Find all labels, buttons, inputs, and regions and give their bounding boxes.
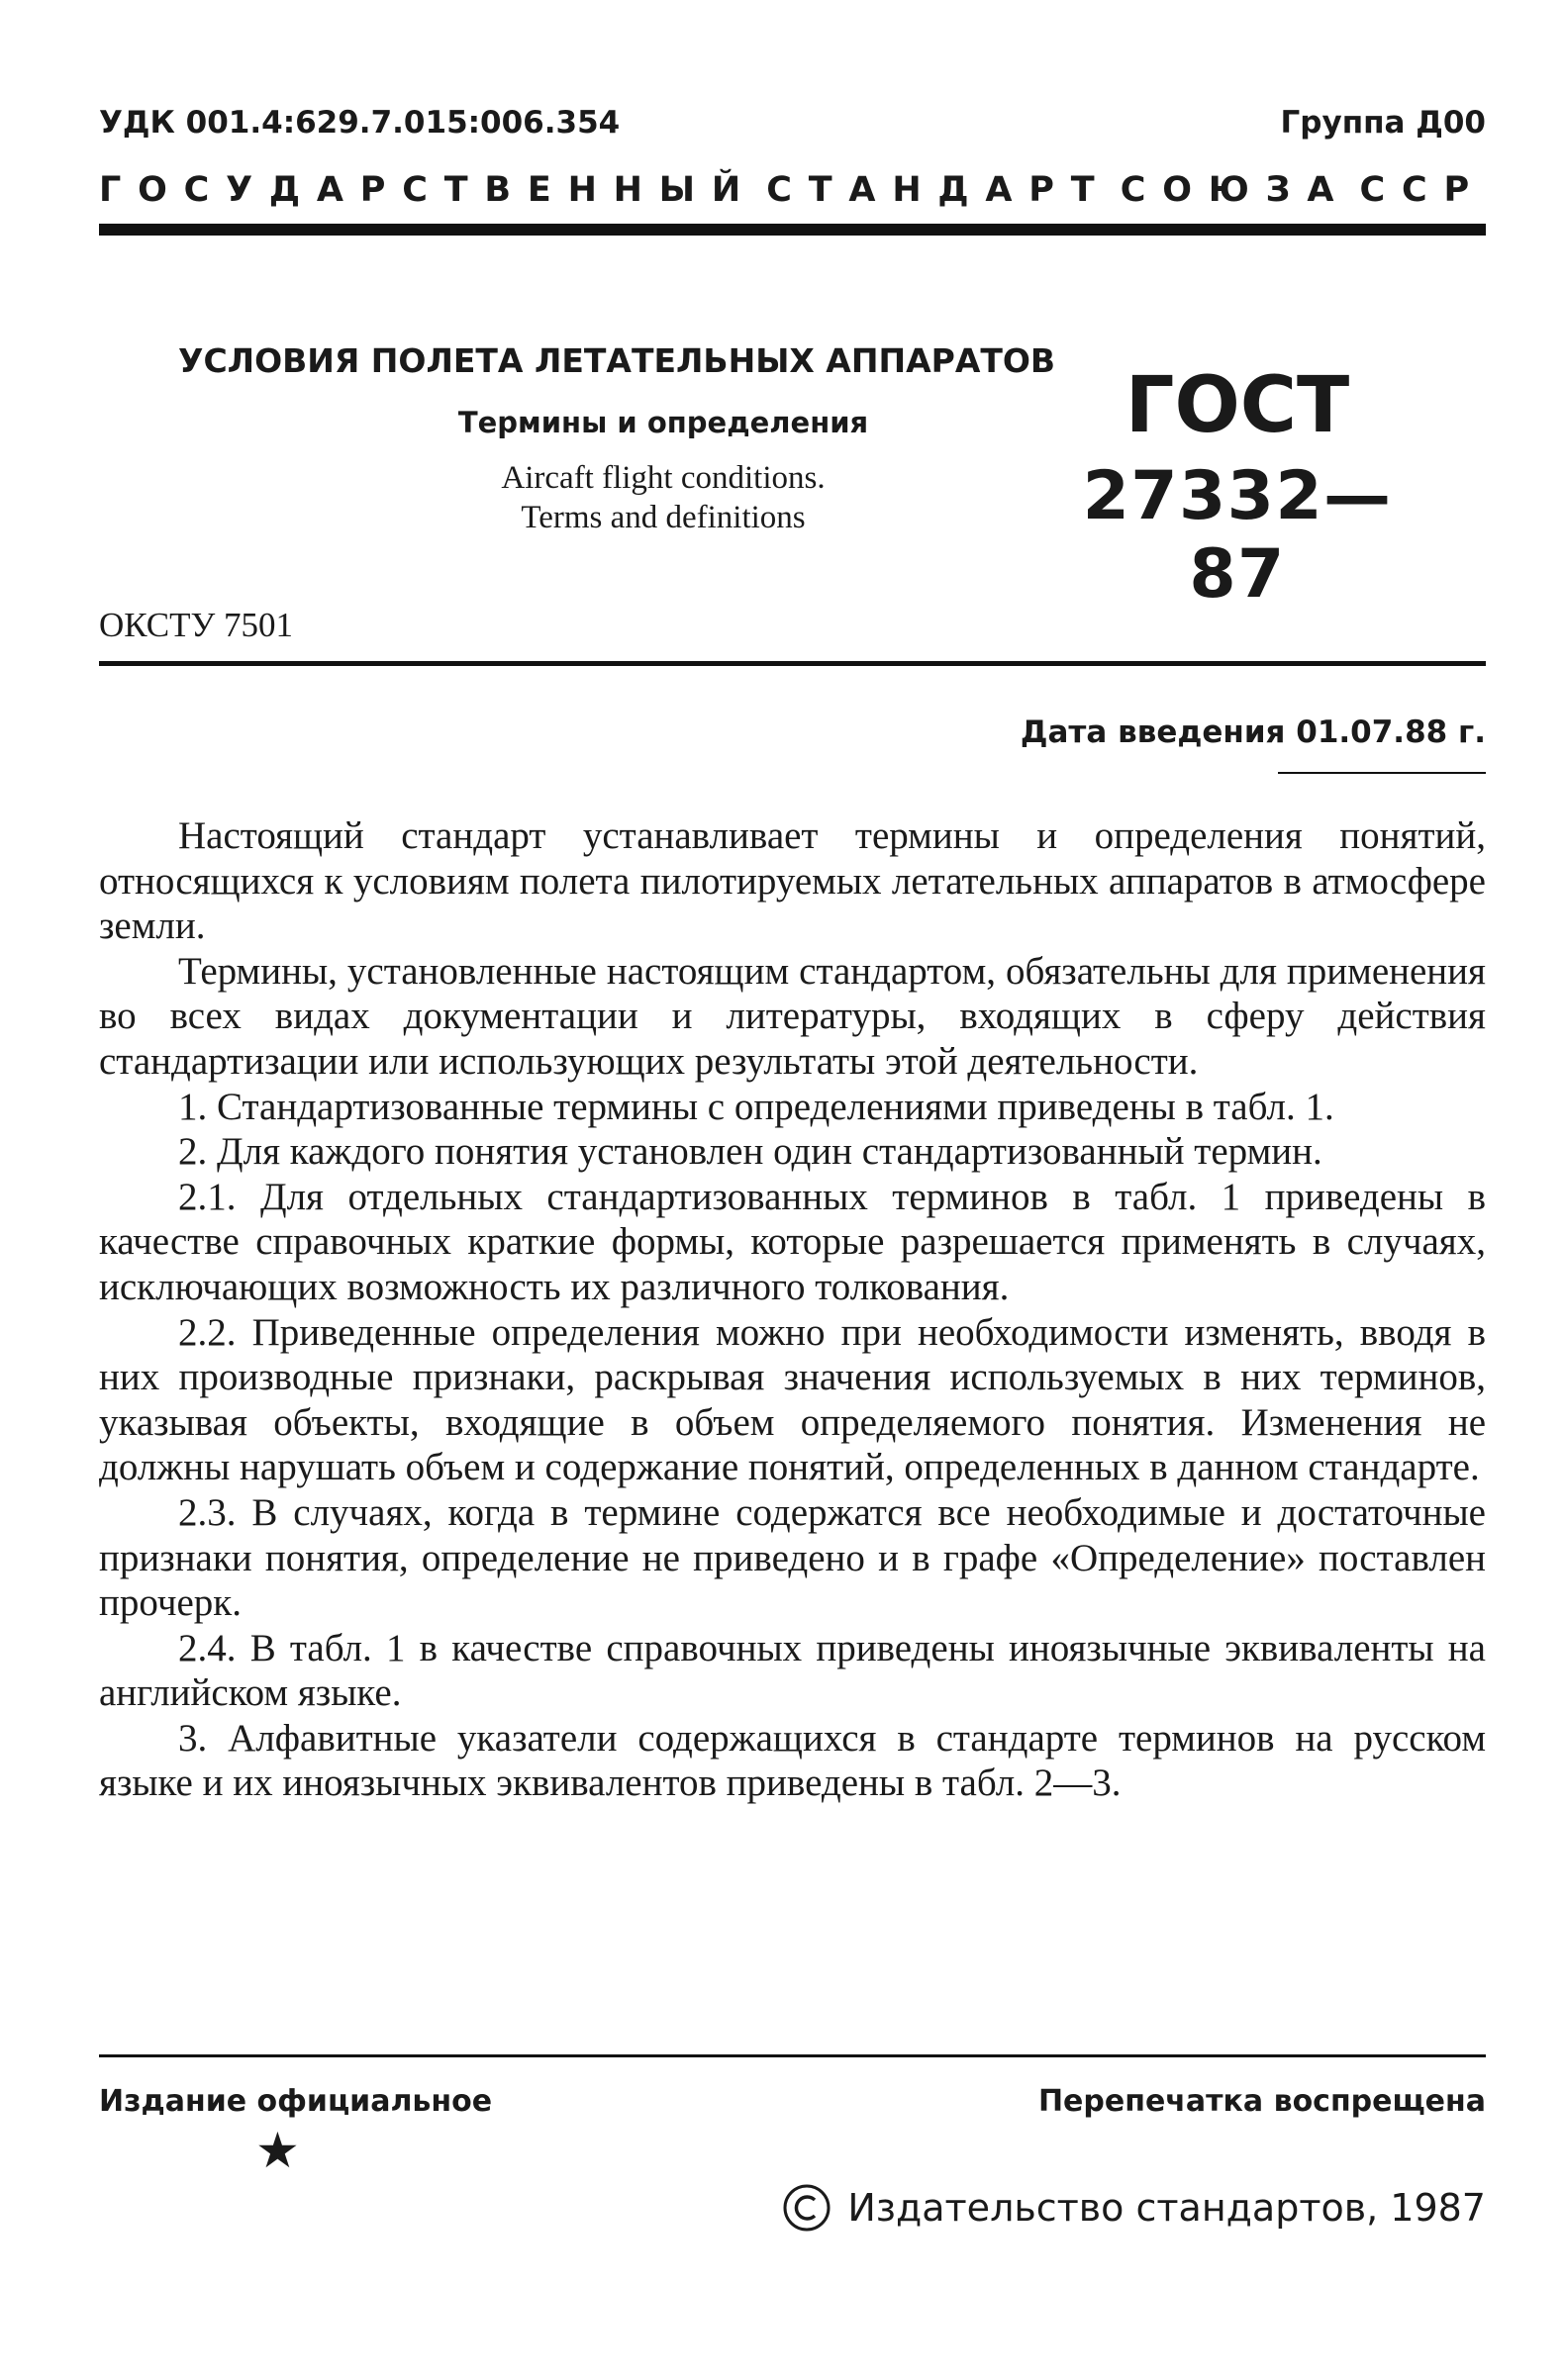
body-text — [99, 813, 1486, 1806]
title-word: СОЮЗА — [1120, 170, 1351, 210]
section-divider — [99, 661, 1486, 666]
date-underline — [1278, 772, 1486, 774]
gost-number: 27332—87 — [1082, 457, 1393, 614]
paragraph: 2.3. В случаях, когда в термине содержатся все необходимые и достаточные признаки понятия, определение не приведено и в графе «Определение» поставлен прочерк. — [99, 1490, 1486, 1625]
title-word: СТАНДАРТ — [766, 170, 1112, 210]
standard-subject: УСЛОВИЯ ПОЛЕТА ЛЕТАТЕЛЬНЫХ АППАРАТОВ — [178, 341, 1056, 380]
copyright-icon — [782, 2183, 831, 2233]
publisher-text: Издательство стандартов, 1987 — [847, 2186, 1486, 2230]
official-edition-note: Издание официальное — [99, 2084, 493, 2119]
paragraph: 2.2. Приведенные определения можно при необходимости изменять, вводя в них производные признаки, раскрывая значения используемых в них терминов, указывая объекты, входящие в объем определяемого понятия. Изменения не должны нарушать объем и содержание понятий, определенных в данном стандарте. — [99, 1310, 1486, 1489]
header-divider — [99, 224, 1486, 236]
paragraph: Термины, установленные настоящим стандартом, обязательны для применения во всех видах документации и литературы, входящих в сферу действия стандартизации или использующих результаты этой деятельности. — [99, 949, 1486, 1083]
group-code: Группа Д00 — [1280, 105, 1486, 141]
paragraph: 1. Стандартизованные термины с определениями приведены в табл. 1. — [178, 1085, 1334, 1128]
udk-code: УДК 001.4:629.7.015:006.354 — [99, 105, 621, 141]
subtitle-english: Aircaft flight conditions. Terms and definitions — [501, 460, 826, 535]
paragraph: 3. Алфавитные указатели содержащихся в стандарте терминов на русском языке и их иноязычных эквивалентов приведены в табл. 2—3. — [99, 1716, 1486, 1805]
title-word: ГОСУДАРСТВЕННЫЙ — [99, 170, 757, 210]
state-standard-title — [99, 170, 1486, 210]
introduction-date: Дата введения 01.07.88 г. — [1020, 714, 1486, 750]
copyright-line — [782, 2183, 1486, 2233]
star-icon: ★ — [255, 2122, 300, 2179]
paragraph: Настоящий стандарт устанавливает термины и определения понятий, относящихся к условиям полета пилотируемых летательных аппаратов в атмосфере земли. — [99, 814, 1486, 948]
okstu-code: ОКСТУ 7501 — [99, 606, 294, 644]
gost-label: ГОСТ — [1125, 361, 1350, 450]
subtitle-russian: Термины и определения — [457, 406, 869, 439]
paragraph: 2. Для каждого понятия установлен один стандартизованный термин. — [178, 1130, 1322, 1174]
paragraph: 2.1. Для отдельных стандартизованных терминов в табл. 1 приведены в качестве справочных краткие формы, которые разрешается применять в случаях, исключающих возможность их различного толкования. — [99, 1175, 1486, 1308]
paragraph: 2.4. В табл. 1 в качестве справочных приведены иноязычные эквиваленты на английском языке. — [99, 1626, 1486, 1715]
title-word: ССР — [1359, 170, 1486, 210]
reprint-prohibited-note: Перепечатка воспрещена — [1037, 2084, 1486, 2119]
footer-divider — [99, 2054, 1486, 2057]
